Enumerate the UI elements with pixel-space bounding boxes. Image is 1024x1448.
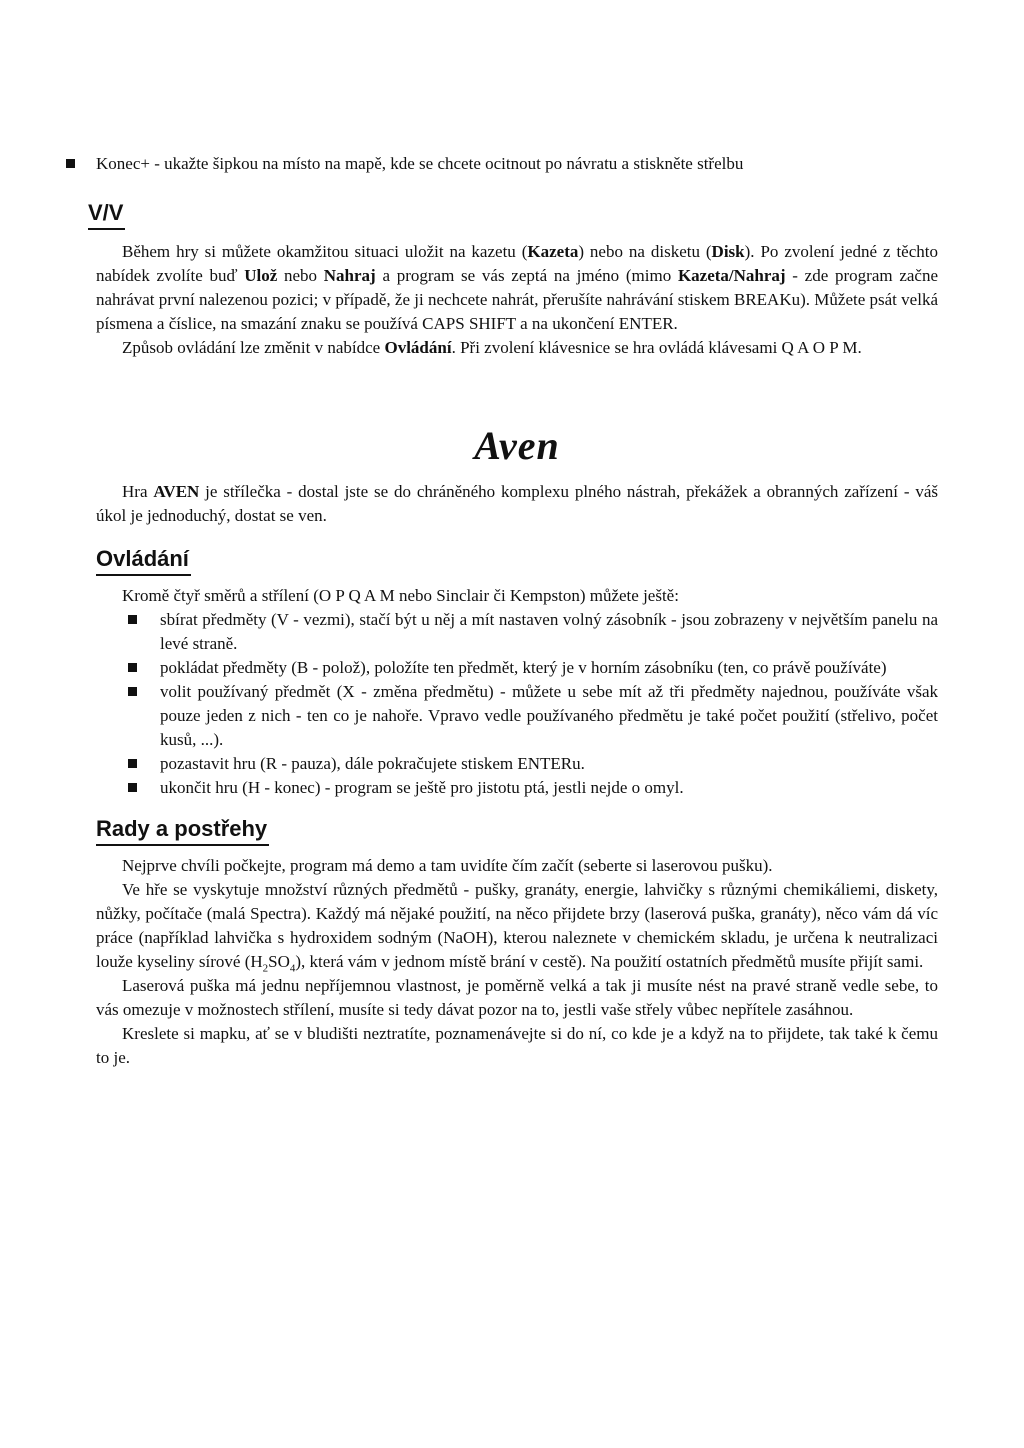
tips-paragraph-3: Laserová puška má jednu nepříjemnou vlastnost, je poměrně velká a tak ji musíte nést na pravé straně vedle sebe, to vás omezuje v možnostech střílení, musíte si tedy dávat pozor na to, jestli vaše střely vůbec nepřítele zasáhnou. (96, 976, 938, 1019)
tips-section (96, 814, 938, 1070)
list-item: pozastavit hru (R - pauza), dále pokračujete stiskem ENTERu. (126, 752, 938, 776)
vv-paragraph-1: Během hry si můžete okamžitou situaci uložit na kazetu (Kazeta) nebo na disketu (Disk). Po zvolení jedné z těchto nabídek zvolíte buď Ulož nebo Nahraj a program se vás zeptá na jméno (mimo Kazeta/Nahraj - zde program začne nahrávat první nalezenou pozici; v případě, že ji nechcete nahrát, přerušíte nahrávání stiskem BREAKu). Můžete psát velká písmena a číslice, na smazání znaku se používá CAPS SHIFT a na ukončení ENTER. (96, 242, 938, 333)
list-item: pokládat předměty (B - polož), položíte ten předmět, který je v horním zásobníku (ten, co právě používáte) (126, 656, 938, 680)
bullet-square-icon (128, 759, 137, 768)
controls-list (96, 608, 938, 800)
intro-paragraph: Hra AVEN je střílečka - dostal jste se do chráněného komplexu plného nástrah, překážek a obranných zařízení - váš úkol je jednoduchý, dostat se ven. (96, 482, 939, 525)
term-aven: AVEN (153, 482, 200, 501)
section-heading-vv: V/V (88, 198, 125, 230)
vv-section (88, 198, 938, 360)
tips-paragraph-2: Ve hře se vyskytuje množství různých předmětů - pušky, granáty, energie, lahvičky s různými chemikáliemi, diskety, nůžky, počítače (malá Spectra). Každý má nějaké použití, na něco přijdete brzy (laserová puška, granáty), něco vám dá víc práce (například lahvička s hydroxidem sodným (NaOH), kterou naleznete v chemickém skladu, je určena k neutralizaci louže kyseliny sírové $(H_2SO_4)$, která vám v jednom místě brání v cestě). Na použití ostatních předmětů musíte přijít sami. (96, 880, 938, 975)
list-item: sbírat předměty (V - vezmi), stačí být u něj a mít nastaven volný zásobník - jsou zobrazeny v největším panelu na levé straně. (126, 608, 938, 656)
tips-paragraph-4: Kreslete si mapku, ať se v bludišti neztratíte, poznamenávejte si do ní, co kde je a když na to přijdete, tak také k čemu to je. (96, 1024, 938, 1067)
game-title: Aven (474, 423, 560, 468)
term-ovladani: Ovládání (384, 338, 452, 357)
controls-lead: Kromě čtyř směrů a střílení (O P Q A M nebo Sinclair či Kempston) můžete ještě: (122, 586, 679, 605)
term-kazeta: Kazeta (527, 242, 579, 261)
top-bullet-text: Konec+ - ukažte šipkou na místo na mapě, kde se chcete ocitnout po návratu a stiskněte střelbu (96, 154, 744, 173)
bullet-square-icon (128, 783, 137, 792)
bullet-square-icon (128, 615, 137, 624)
section-heading-controls: Ovládání (96, 544, 191, 576)
manual-page (88, 152, 939, 1070)
list-item: volit používaný předmět (X - změna předmětu) - můžete u sebe mít až tři předměty najednou, používáte však pouze jeden z nich - ten co je nahoře. Vpravo vedle používaného předmětu je také počet použití (střelivo, počet kusů, ...). (126, 680, 938, 752)
term-disk: Disk (711, 242, 745, 261)
list-item (34, 152, 938, 176)
bullet-square-icon (128, 663, 137, 672)
term-uloz: Ulož (244, 266, 278, 285)
list-item: ukončit hru (H - konec) - program se ještě pro jistotu ptá, jestli nejde o omyl. (126, 776, 938, 800)
vv-paragraph-2: Způsob ovládání lze změnit v nabídce Ovládání. Při zvolení klávesnice se hra ovládá klávesami Q A O P M. (122, 338, 862, 357)
controls-section (96, 544, 938, 800)
term-kazeta-nahraj: Kazeta/Nahraj (677, 266, 786, 285)
bullet-square-icon (128, 687, 137, 696)
section-heading-tips: Rady a postřehy (96, 814, 269, 846)
term-nahraj: Nahraj (323, 266, 376, 285)
tips-paragraph-1: Nejprve chvíli počkejte, program má demo a tam uvidíte čím začít (seberte si laserovou pušku). (122, 856, 773, 875)
bullet-square-icon (66, 159, 75, 168)
